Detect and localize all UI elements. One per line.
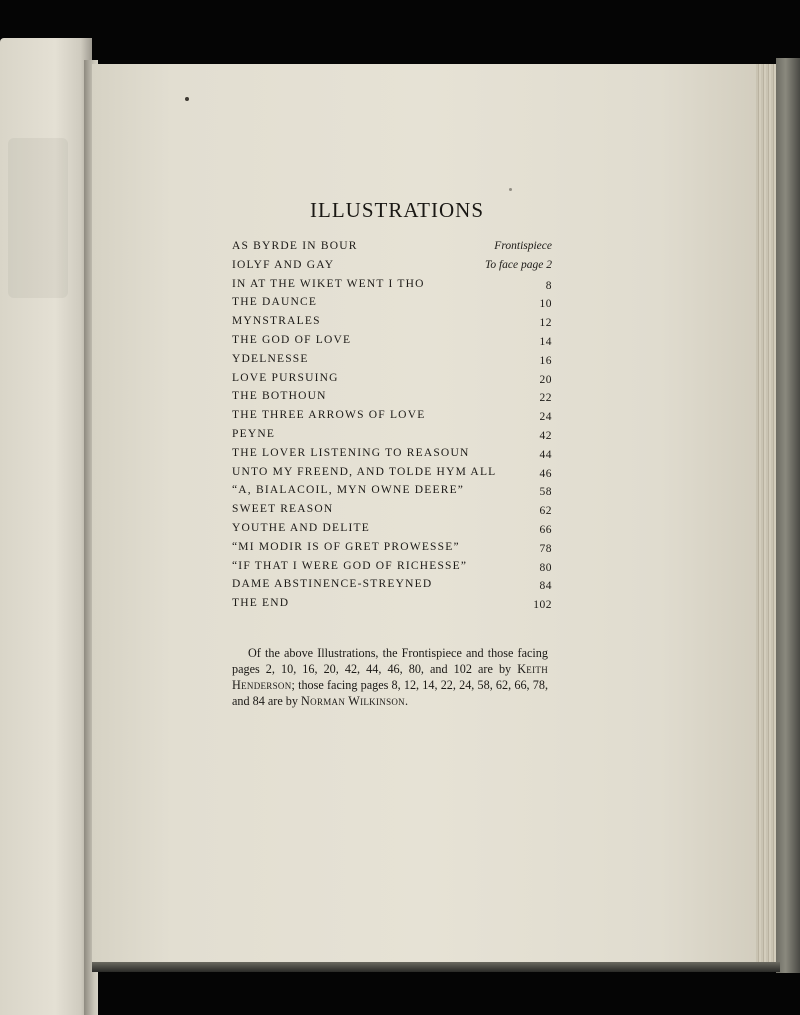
illustration-title: “MI MODIR IS OF GRET PROWESSE” (232, 540, 460, 553)
page-number: 66 (539, 523, 552, 536)
page-number: 84 (539, 580, 552, 593)
list-item (232, 369, 552, 388)
page-number: 58 (539, 486, 552, 499)
illustrator-note (232, 645, 548, 709)
illustration-title: “IF THAT I WERE GOD OF RICHESSE” (232, 559, 468, 572)
artist-name: Keith Henderson (232, 662, 548, 693)
list-item (232, 594, 552, 613)
list-item (232, 406, 552, 425)
page-number: Frontispiece (494, 240, 552, 252)
illustration-title: THE END (232, 597, 290, 610)
illustration-title: THE LOVER LISTENING TO REASOUN (232, 446, 470, 459)
list-item (232, 387, 552, 406)
page-number: 20 (539, 373, 552, 386)
illustration-title: IOLYF AND GAY (232, 258, 335, 271)
illustrations-list (232, 237, 552, 613)
list-item (232, 425, 552, 444)
list-item (232, 481, 552, 500)
note-text: . (404, 694, 409, 709)
list-item (232, 293, 552, 312)
page-number: 24 (539, 411, 552, 424)
list-item (232, 557, 552, 576)
page-number: 62 (539, 505, 552, 518)
list-item (232, 331, 552, 350)
illustration-title: THE GOD OF LOVE (232, 333, 352, 346)
page-number: 16 (539, 354, 552, 367)
illustration-title: THE BOTHOUN (232, 390, 327, 403)
page-number: To face page 2 (485, 258, 552, 271)
illustration-title: SWEET REASON (232, 503, 334, 516)
illustration-title: AS BYRDE IN BOUR (232, 240, 358, 252)
list-item (232, 463, 552, 482)
illustration-title: DAME ABSTINENCE-STREYNED (232, 578, 433, 591)
page-number: 80 (539, 561, 552, 574)
artist-name: Norman Wilkinson (301, 694, 405, 709)
list-item (232, 350, 552, 369)
page-number: 42 (539, 429, 552, 442)
list-item (232, 500, 552, 519)
page-number: 102 (533, 599, 552, 612)
page-number: 44 (539, 448, 552, 461)
illustration-title: PEYNE (232, 427, 276, 440)
illustration-title: MYNSTRALES (232, 315, 321, 328)
page-number: 78 (539, 542, 552, 555)
list-item (232, 519, 552, 538)
page-number: 8 (545, 279, 552, 292)
page-number: 12 (539, 317, 552, 330)
page-title: ILLUSTRATIONS (310, 198, 484, 222)
page-number: 22 (539, 392, 552, 405)
note-text: Of the above Illustrations, the Frontispiece and those facing pages 2, 10, 16, 20, 42, 44, 46, 80, and 102 are by (232, 646, 548, 677)
illustration-title: THE DAUNCE (232, 296, 318, 309)
list-item (232, 444, 552, 463)
list-item (232, 312, 552, 331)
note-text: ; those facing pages 8, 12, 14, 22, 24, 58, 62, 66, 78, and 84 are by (232, 678, 548, 709)
page-number: 14 (539, 335, 552, 348)
list-item (232, 256, 552, 275)
page-number: 10 (539, 298, 552, 311)
list-item (232, 538, 552, 557)
illustration-title: UNTO MY FREEND, AND TOLDE HYM ALL (232, 465, 497, 478)
illustration-title: “A, BIALACOIL, MYN OWNE DEERE” (232, 484, 465, 497)
illustration-title: LOVE PURSUING (232, 371, 339, 384)
illustration-title: YDELNESSE (232, 352, 309, 365)
illustration-title: IN AT THE WIKET WENT I THO (232, 277, 425, 290)
list-item (232, 237, 552, 256)
page-number: 46 (539, 467, 552, 480)
illustration-title: YOUTHE AND DELITE (232, 521, 370, 534)
illustration-title: THE THREE ARROWS OF LOVE (232, 409, 426, 422)
list-item (232, 275, 552, 294)
list-item (232, 575, 552, 594)
